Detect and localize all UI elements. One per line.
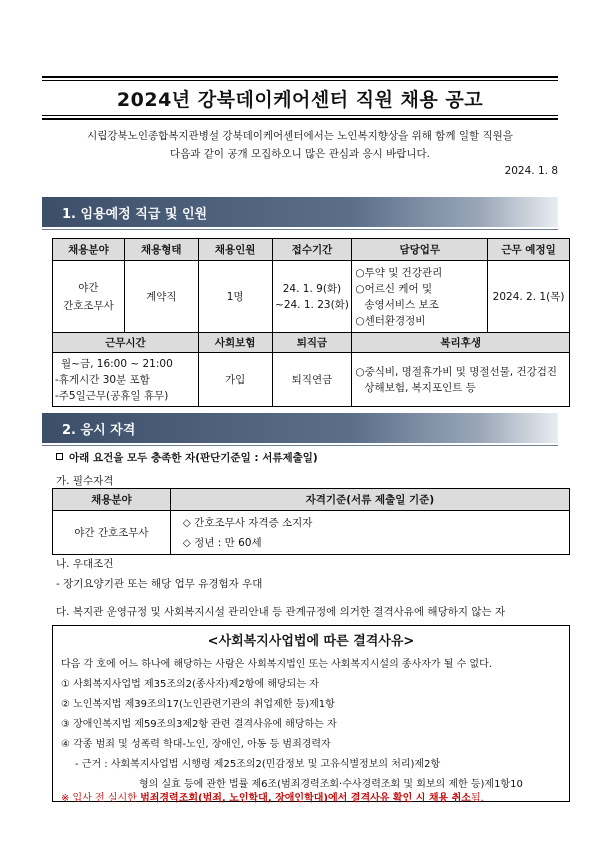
cell-hours [53, 353, 199, 407]
header-qual-field: 채용분야 [53, 489, 171, 511]
warning-emphasis: 범죄경력조회(범죄, 노인학대, 장애인학대)에서 결격사유 확인 시 채용 취소 [140, 793, 471, 804]
cell-qual-criteria [170, 511, 569, 555]
box-basis-1: - 근거 : 사회복지사업법 시행령 제25조의2(민감정보 및 고유식별정보의 처리)제2항 [75, 759, 441, 770]
box-basis-2: 형의 실효 등에 관한 법률 제6조(범죄경력조회·수사경력조회 및 회보의 제한 등)제1항10 [139, 779, 523, 790]
cell-count: 1명 [198, 261, 272, 333]
square-bullet-icon [56, 453, 63, 460]
header-duty: 담당업무 [352, 239, 488, 261]
duty-line-2: ○어르신 케어 및 [355, 282, 433, 295]
header-qual-criteria: 자격기준(서류 제출일 기준) [170, 489, 569, 511]
hours-line-3: -주5일근무(공휴일 휴무) [55, 389, 169, 402]
cell-qual-field: 야간 간호조무사 [53, 511, 171, 555]
section-1-title: 1. 임용예정 직급 및 인원 [62, 206, 208, 222]
intro-text [42, 127, 558, 163]
box-item-1: ① 사회복지사업법 제35조의2(종사자)제2항에 해당되는 자 [61, 679, 319, 690]
preference-label: 나. 우대조건 [56, 558, 114, 570]
announcement-date: 2024. 1. 8 [504, 165, 558, 177]
required-qualification-label: 가. 필수자격 [56, 475, 114, 487]
field-line-1: 야간 [78, 281, 99, 294]
box-title: <사회복지사업법에 따른 결격사유> [207, 634, 415, 649]
cell-field [53, 261, 125, 333]
duty-line-3: 송영서비스 보조 [364, 298, 439, 311]
position-table [52, 238, 570, 407]
disqualification-box [52, 625, 570, 802]
header-type: 채용형태 [124, 239, 198, 261]
cell-insurance: 가입 [198, 353, 272, 407]
hours-line-2: -휴게시간 30분 포함 [55, 373, 150, 386]
box-lead: 다음 각 호에 어느 하나에 해당하는 사람은 사회복지법인 또는 사회복지시설의 종사자가 될 수 없다. [61, 659, 492, 670]
requirement-text: 아래 요건을 모두 충족한 자(판단기준일 : 서류제출일) [69, 452, 318, 464]
qualification-header-row [53, 489, 570, 511]
cell-welfare [352, 353, 570, 407]
header-severance: 퇴직금 [272, 333, 352, 353]
position-row [53, 261, 570, 333]
cell-period [272, 261, 352, 333]
header-start: 근무 예정일 [488, 239, 570, 261]
disqualification-label: 다. 복지관 운영규정 및 사회복지시설 관리안내 등 관계규정에 의거한 결격사유에 해당하지 않는 자 [56, 606, 506, 618]
criteria-line-1: ◇ 간호조무사 자격증 소지자 [182, 516, 313, 529]
section-2-title: 2. 응시 자격 [62, 422, 136, 438]
duty-line-4: ○센터환경정비 [355, 314, 426, 327]
header-hours: 근무시간 [53, 333, 199, 353]
header-field: 채용분야 [53, 239, 125, 261]
requirement-heading [56, 450, 318, 465]
welfare-line-1: ○중식비, 명절휴가비 및 명절선물, 건강검진 [355, 365, 558, 378]
box-item-2: ② 노인복지법 제39조의17(노인관련기관의 취업제한 등)제1항 [61, 699, 335, 710]
field-line-2: 간호조무사 [63, 299, 114, 312]
qualification-table [52, 488, 570, 555]
position-header-row [53, 239, 570, 261]
warning-prefix: ※ 입사 전 실시한 [61, 793, 141, 804]
title-frame [42, 76, 558, 120]
cell-severance: 퇴직연금 [272, 353, 352, 407]
header-insurance: 사회보험 [198, 333, 272, 353]
criteria-line-2: ◇ 정년 : 만 60세 [182, 536, 262, 549]
header-welfare: 복리후생 [352, 333, 570, 353]
page-title: 2024년 강북데이케어센터 직원 채용 공고 [116, 88, 484, 111]
preference-item: - 장기요양기관 또는 해당 업무 유경험자 우대 [56, 578, 263, 590]
cell-type: 계약직 [124, 261, 198, 333]
section-1-header [42, 197, 558, 227]
condition-header-row [53, 333, 570, 353]
intro-line-1: 시립강북노인종합복지관병설 강북데이케어센터에서는 노인복지향상을 위해 함께 일할 직원을 [87, 130, 513, 142]
cell-start: 2024. 2. 1(목) [488, 261, 570, 333]
duty-line-1: ○투약 및 건강관리 [355, 266, 443, 279]
box-item-4: ④ 각종 범죄 및 성폭력 학대-노인, 장애인, 아동 등 범죄경력자 [61, 739, 331, 750]
period-line-1: 24. 1. 9(화) [282, 282, 342, 295]
warning-suffix: 됨. [470, 793, 484, 804]
section-2-header [42, 413, 558, 443]
qualification-row [53, 511, 570, 555]
box-item-3: ③ 장애인복지법 제59조의3제2항 관련 결격사유에 해당하는 자 [61, 719, 337, 730]
hours-line-1: 월~금, 16:00 ~ 21:00 [61, 357, 173, 370]
condition-row [53, 353, 570, 407]
period-line-2: ~24. 1. 23(화) [275, 298, 349, 311]
box-warning [61, 789, 484, 804]
welfare-line-2: 상해보험, 복지포인트 등 [364, 381, 476, 394]
header-period: 접수기간 [272, 239, 352, 261]
header-count: 채용인원 [198, 239, 272, 261]
intro-line-2: 다음과 같이 공개 모집하오니 많은 관심과 응시 바랍니다. [170, 148, 430, 160]
cell-duty [352, 261, 488, 333]
